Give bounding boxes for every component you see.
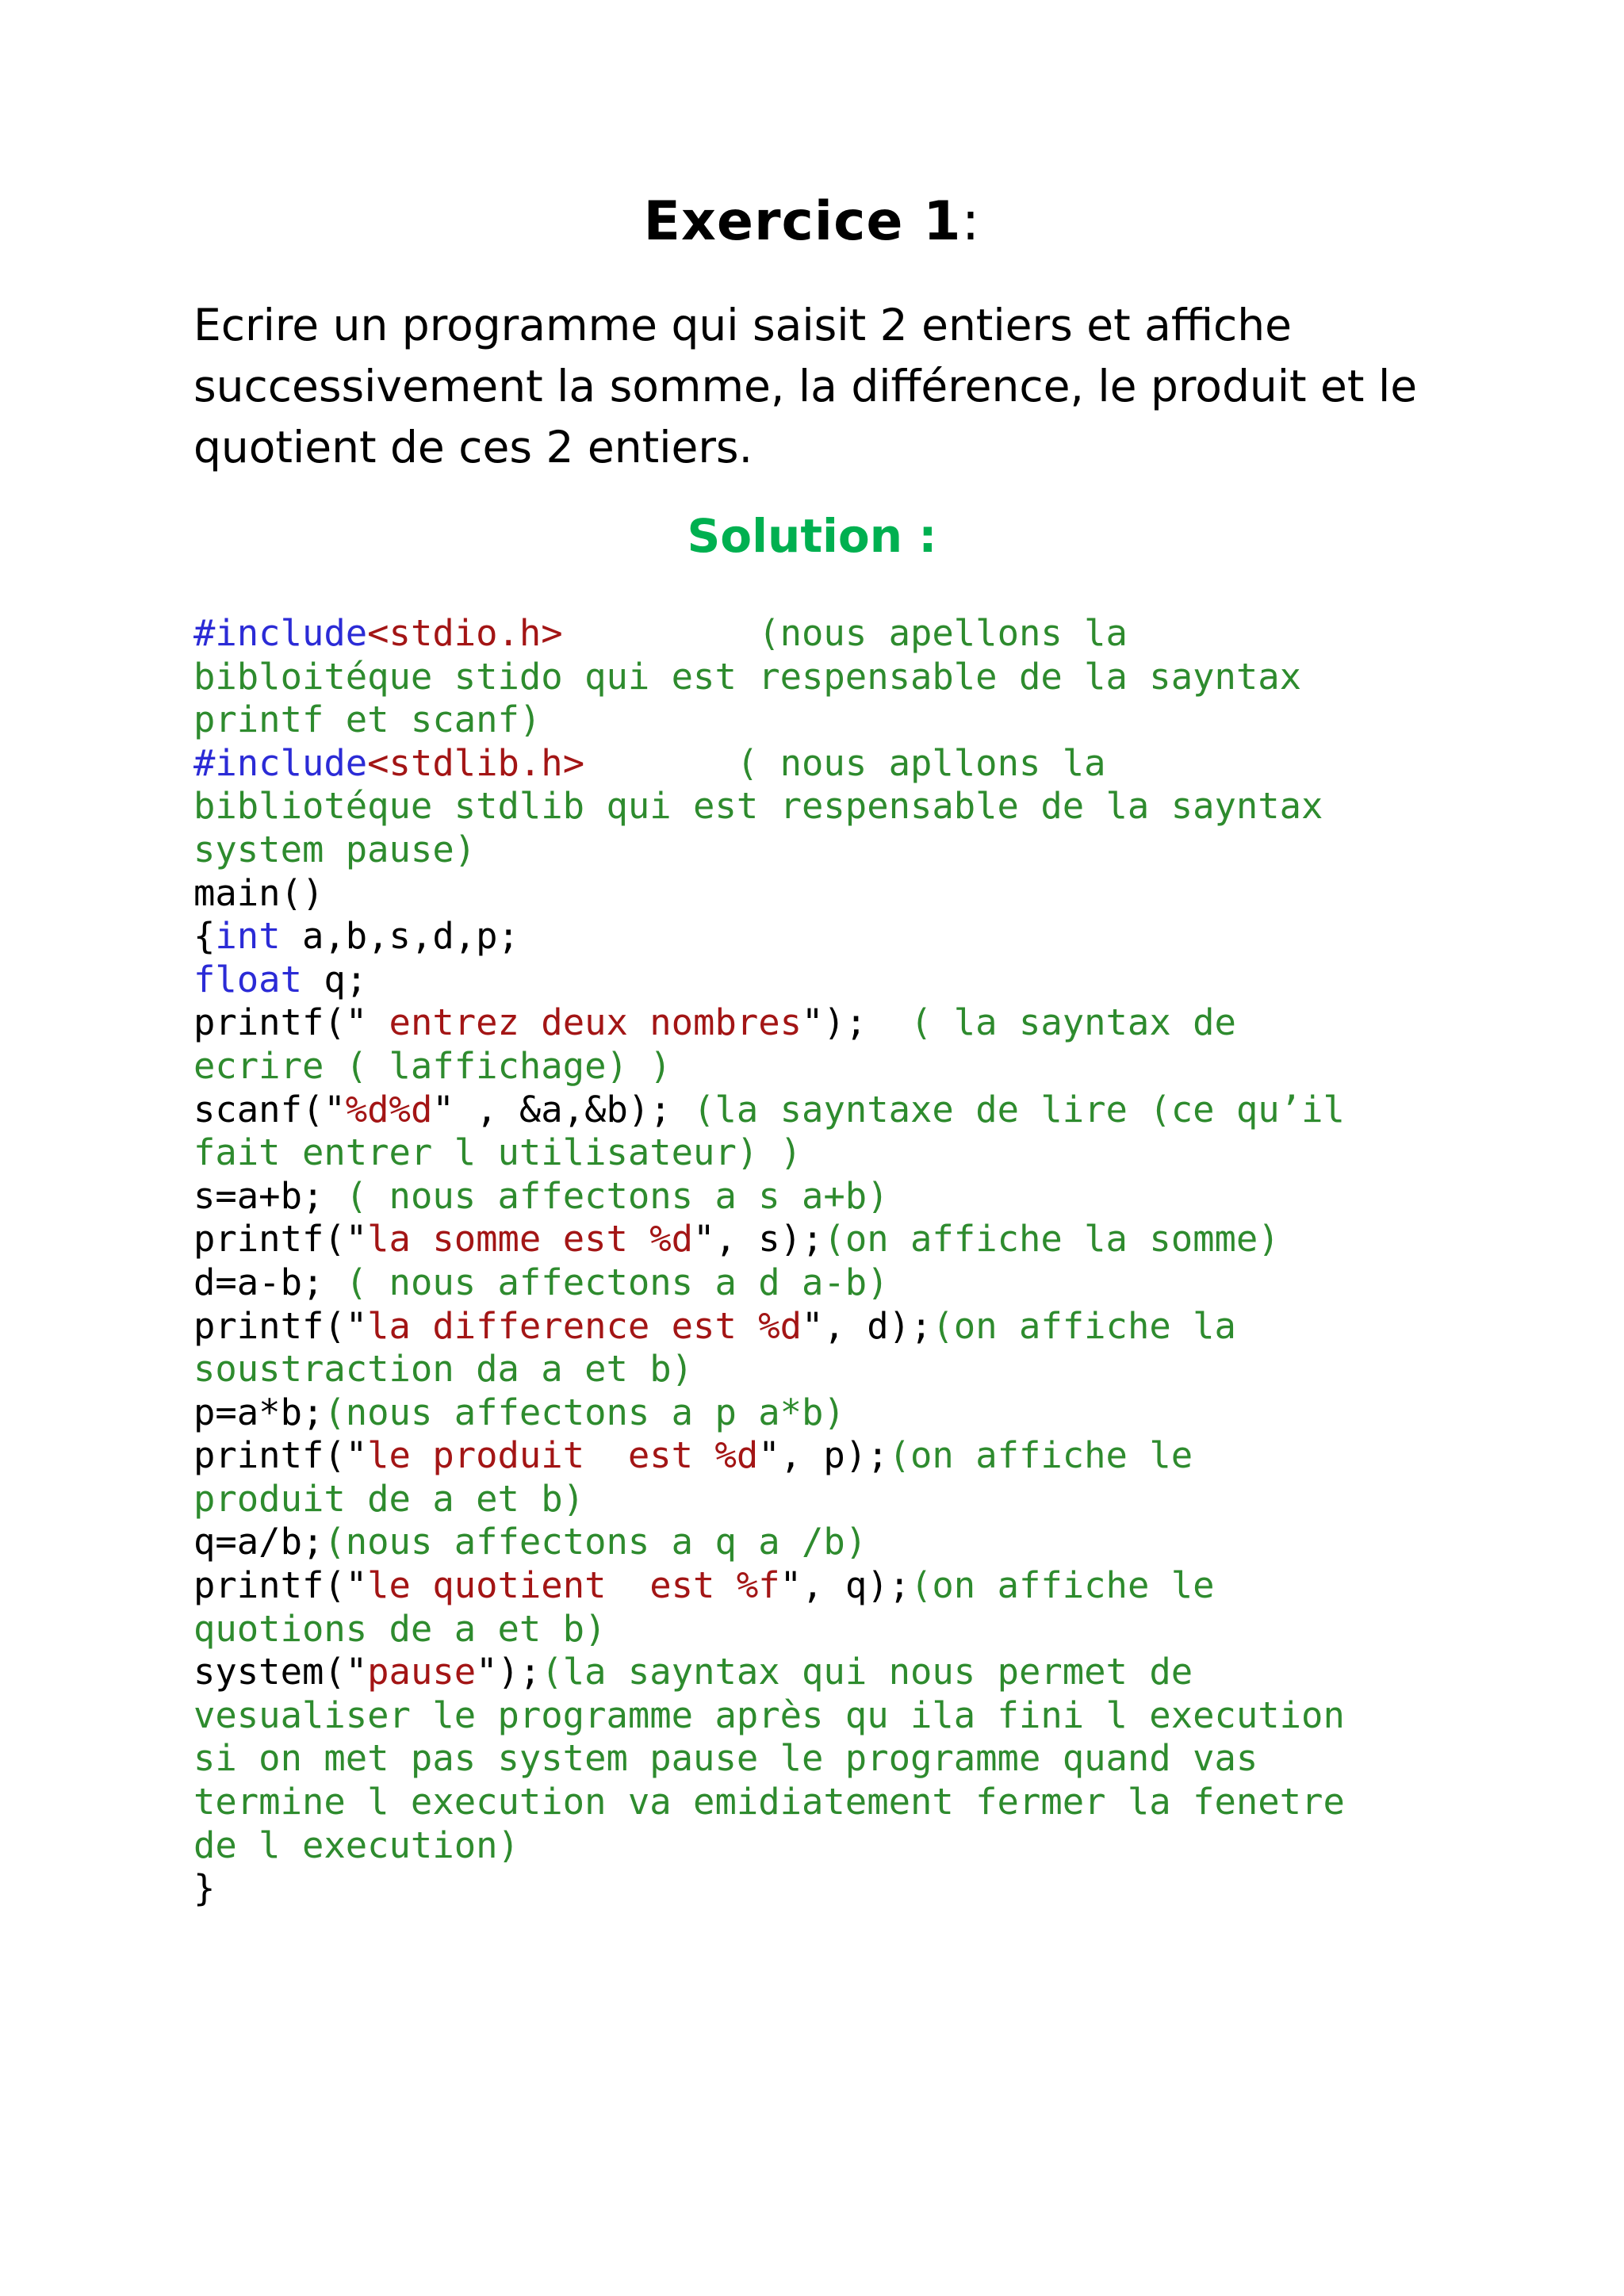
code-line (193, 742, 1605, 786)
code-line (193, 1824, 1605, 1868)
code-line (193, 612, 1605, 656)
code-comment: bibliotéque stdlib qui est respensable de la sayntax (193, 785, 1323, 828)
code-comment: (nous apellons la (562, 612, 1128, 654)
code-text: d=a-b; (193, 1261, 346, 1303)
code-text: a,b,s,d,p; (280, 915, 519, 958)
code-comment: (la sayntax qui nous permet de (541, 1651, 1193, 1693)
code-string: <stdio.h> (367, 612, 563, 654)
code-comment: si on met pas system pause le programme quand vas (193, 1737, 1258, 1780)
code-comment: system pause) (193, 828, 477, 871)
code-line (193, 1694, 1605, 1738)
code-line (193, 1261, 1605, 1305)
statement-line: quotient de ces 2 entiers. (193, 422, 753, 473)
code-comment: vesualiser le programme après qu ila fini l execution (193, 1693, 1345, 1736)
code-text: printf(" (193, 1218, 368, 1261)
code-line (193, 1564, 1605, 1608)
code-comment: ( la sayntax de (910, 1001, 1236, 1044)
code-line (193, 828, 1605, 872)
code-string: le produit est %d (367, 1434, 759, 1477)
statement-line: Ecrire un programme qui saisit 2 entiers et affiche (193, 300, 1292, 350)
code-comment: (la sayntaxe de lire (ce qu’il (693, 1088, 1345, 1131)
code-string: <stdlib.h> (367, 741, 585, 784)
code-line (193, 1737, 1605, 1781)
code-text: { (193, 915, 216, 958)
code-comment: quotions de a et b) (193, 1607, 607, 1650)
code-comment: (on affiche la (932, 1304, 1236, 1347)
code-line (193, 1434, 1605, 1478)
code-comment: ecrire ( laffichage) ) (193, 1044, 672, 1087)
code-text: ", s); (693, 1218, 824, 1261)
code-string: la difference est %d (367, 1304, 802, 1347)
code-text: printf(" (193, 1564, 368, 1607)
code-text: q=a/b; (193, 1521, 324, 1563)
code-line (193, 785, 1605, 828)
code-comment: printf et scanf) (193, 698, 542, 741)
code-keyword: #include (193, 612, 368, 654)
code-text: scanf(" (193, 1088, 346, 1131)
code-line (193, 915, 1605, 959)
code-string: la somme est %d (367, 1218, 694, 1261)
code-text: system(" (193, 1651, 368, 1693)
code-text: } (193, 1867, 216, 1910)
code-comment: (on affiche le (910, 1564, 1215, 1607)
code-comment: ( nous affectons a s a+b) (345, 1174, 889, 1217)
code-line (193, 1089, 1605, 1132)
code-text: s=a+b; (193, 1174, 346, 1217)
code-comment: (on affiche le (888, 1434, 1193, 1477)
code-line (193, 872, 1605, 916)
code-line (193, 959, 1605, 1002)
code-text: "); (476, 1651, 542, 1693)
code-line (193, 1521, 1605, 1564)
solution-heading: Solution : (687, 509, 937, 563)
code-comment: ( nous affectons a d a-b) (345, 1261, 889, 1303)
code-string: entrez deux nombres (367, 1001, 802, 1044)
code-comment: ( nous apllons la (584, 741, 1106, 784)
code-text: " , &a,&b); (432, 1088, 694, 1131)
code-line (193, 656, 1605, 699)
code-text: ", q); (779, 1564, 911, 1607)
code-line (193, 1478, 1605, 1521)
code-text: q; (301, 958, 368, 1001)
exercise-title-colon: : (961, 190, 981, 253)
code-string: pause (367, 1651, 477, 1693)
code-text: ", p); (758, 1434, 889, 1477)
code-line (193, 1305, 1605, 1349)
code-comment: (nous affectons a p a*b) (324, 1391, 845, 1433)
exercise-statement (193, 295, 1494, 478)
code-line (193, 1608, 1605, 1651)
code-keyword: int (215, 915, 281, 958)
code-comment: (nous affectons a q a /b) (324, 1521, 868, 1563)
code-text: printf(" (193, 1001, 368, 1044)
code-line (193, 1391, 1605, 1435)
code-comment: bibloitéque stido qui est respensable de la sayntax (193, 655, 1302, 698)
code-text: ", d); (802, 1304, 933, 1347)
statement-line: successivement la somme, la différence, le produit et le (193, 361, 1418, 411)
code-comment: termine l execution va emidiatement fermer la fenetre (193, 1781, 1345, 1823)
code-line (193, 1781, 1605, 1824)
exercise-title-text: Exercice 1 (643, 190, 962, 253)
code-block (193, 612, 1605, 1911)
code-keyword: float (193, 958, 302, 1001)
code-keyword: #include (193, 741, 368, 784)
code-comment: de l execution) (193, 1823, 519, 1866)
code-text: printf(" (193, 1304, 368, 1347)
code-line (193, 1651, 1605, 1694)
code-line (193, 698, 1605, 742)
code-line (193, 1001, 1605, 1045)
code-comment: (on affiche la somme) (823, 1218, 1280, 1261)
code-comment: fait entrer l utilisateur) ) (193, 1131, 802, 1174)
code-line (193, 1218, 1605, 1261)
code-line (193, 1348, 1605, 1391)
code-line (193, 1175, 1605, 1219)
code-line (193, 1045, 1605, 1089)
code-text: main() (193, 871, 324, 914)
code-comment: produit de a et b) (193, 1477, 585, 1520)
code-comment: soustraction da a et b) (193, 1348, 694, 1391)
code-text: p=a*b; (193, 1391, 324, 1433)
code-line (193, 1867, 1605, 1911)
exercise-title (0, 190, 1624, 253)
code-string: le quotient est %f (367, 1564, 780, 1607)
code-text: "); (802, 1001, 910, 1044)
code-text: printf(" (193, 1434, 368, 1477)
code-string: %d%d (345, 1088, 433, 1131)
code-line (193, 1131, 1605, 1175)
